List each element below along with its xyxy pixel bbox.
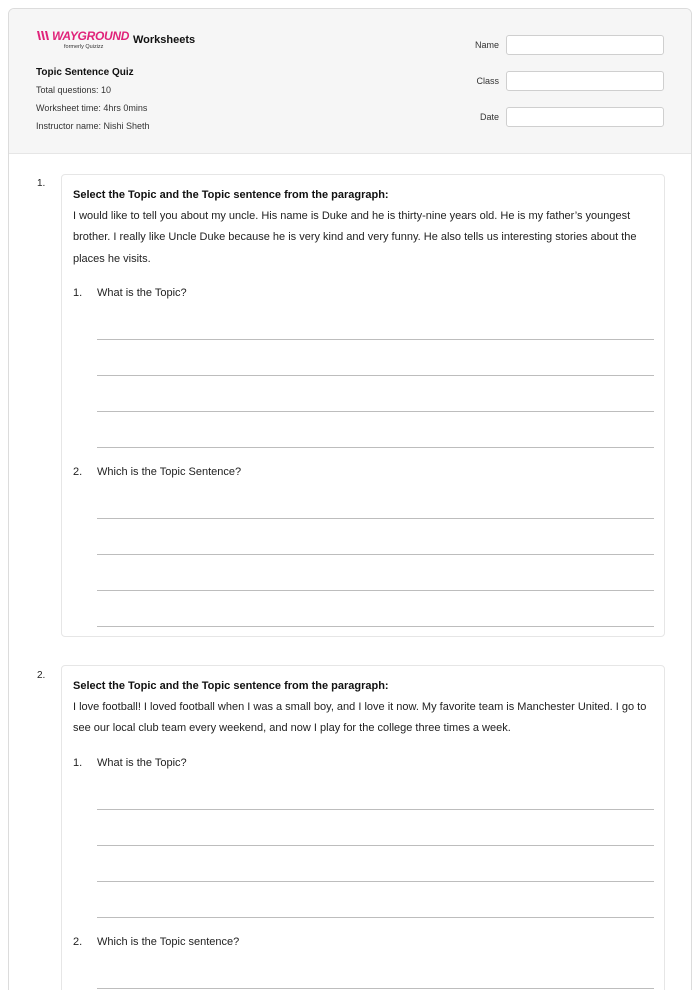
answer-line[interactable] xyxy=(97,881,654,882)
answer-line[interactable] xyxy=(97,845,654,846)
brand-title: Worksheets xyxy=(133,34,196,46)
answer-line[interactable] xyxy=(97,518,654,519)
worksheet-page xyxy=(8,8,692,990)
sub-question-text: Which is the Topic sentence? xyxy=(97,936,240,948)
answer-line[interactable] xyxy=(97,809,654,810)
instructor-name: Instructor name: Nishi Sheth xyxy=(36,121,150,131)
sub-question-text: What is the Topic? xyxy=(97,287,187,299)
answer-line[interactable] xyxy=(97,554,654,555)
question-instruction: Select the Topic and the Topic sentence from the paragraph: xyxy=(73,189,389,201)
question-number: 1. xyxy=(37,178,46,189)
sub-question-text: What is the Topic? xyxy=(97,757,187,769)
question-number: 2. xyxy=(37,670,46,681)
worksheet-time: Worksheet time: 4hrs 0mins xyxy=(36,103,148,113)
answer-line[interactable] xyxy=(97,590,654,591)
wayground-mark-icon xyxy=(36,30,50,41)
worksheet-header xyxy=(9,9,692,154)
total-questions: Total questions: 10 xyxy=(36,85,112,95)
class-field[interactable] xyxy=(506,71,664,91)
question-paragraph: I love football! I loved football when I was a small boy, and I love it now. My favorite team is Manchester United. I go to see our local club team every weekend, and now I play for the college three times a week. xyxy=(73,701,647,735)
quiz-title: Topic Sentence Quiz xyxy=(36,67,134,78)
answer-line[interactable] xyxy=(97,917,654,918)
answer-line[interactable] xyxy=(97,988,654,989)
answer-line[interactable] xyxy=(97,626,654,627)
question-card xyxy=(61,174,665,637)
name-label: Name xyxy=(474,40,499,50)
question-instruction: Select the Topic and the Topic sentence from the paragraph: xyxy=(73,680,389,692)
date-label: Date xyxy=(479,112,499,122)
logo-wordmark: WAYGROUND xyxy=(52,29,130,43)
sub-question xyxy=(73,466,241,478)
question-card xyxy=(61,665,665,990)
sub-question xyxy=(73,287,187,299)
wayground-logo xyxy=(36,29,132,57)
answer-line[interactable] xyxy=(97,447,654,448)
sub-question xyxy=(73,936,239,948)
class-label: Class xyxy=(476,76,499,86)
name-field[interactable] xyxy=(506,35,664,55)
sub-question-number: 2. xyxy=(73,466,83,478)
date-field[interactable] xyxy=(506,107,664,127)
question-paragraph: I would like to tell you about my uncle. His name is Duke and he is thirty-nine years old. He is my father’s youngest brother. I really like Uncle Duke because he is very kind and very funny. He also tells us interesting stories about the places he visits. xyxy=(73,210,637,265)
sub-question xyxy=(73,757,187,769)
answer-line[interactable] xyxy=(97,339,654,340)
sub-question-number: 1. xyxy=(73,287,83,299)
sub-question-number: 1. xyxy=(73,757,83,769)
answer-line[interactable] xyxy=(97,375,654,376)
logo-subtext: formerly Quizizz xyxy=(64,44,104,50)
sub-question-number: 2. xyxy=(73,936,83,948)
answer-line[interactable] xyxy=(97,411,654,412)
sub-question-text: Which is the Topic Sentence? xyxy=(97,466,242,478)
